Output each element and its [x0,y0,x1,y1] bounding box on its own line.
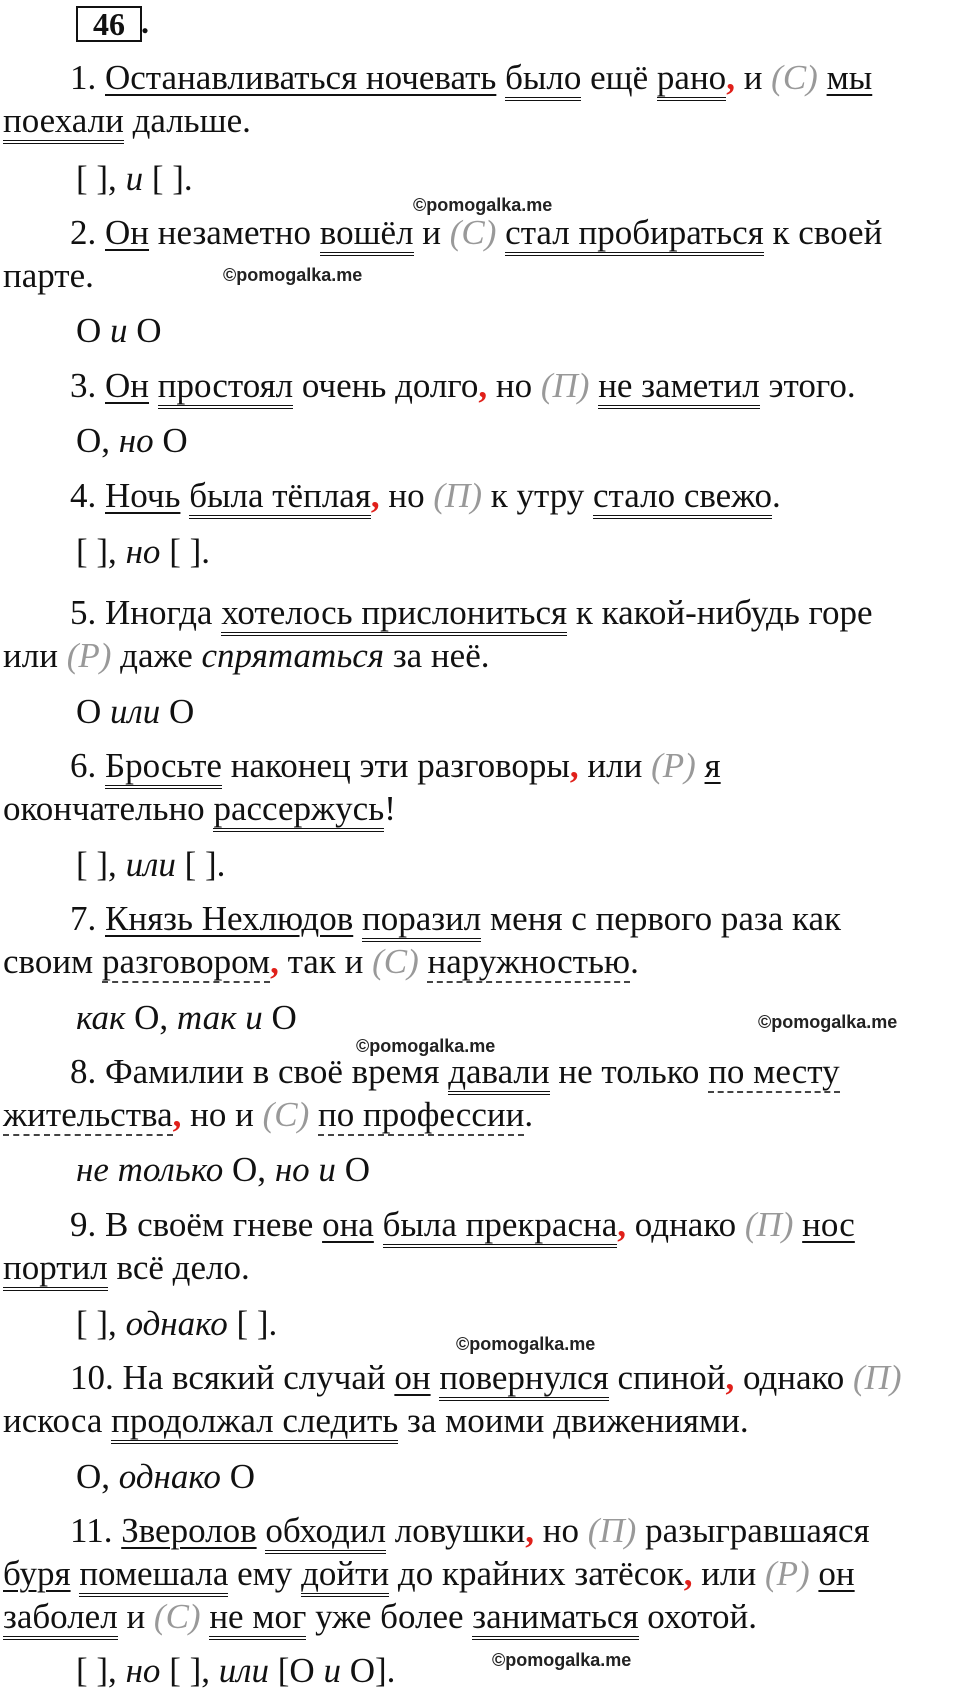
conjunction-type-label: (П) [433,476,482,515]
red-comma: , [569,746,579,785]
predicate: была прекрасна [383,1205,618,1248]
subject: Ночь [105,476,181,515]
conjunction: и [743,58,763,97]
scheme-part: О]. [349,1651,396,1690]
red-comma: , [725,1358,735,1397]
conjunction: но [495,366,533,405]
conjunction-type-label: (Р) [66,636,112,675]
predicate: хотелось прислониться [221,593,567,636]
scheme-part: О, [76,1457,111,1496]
conjunction-type-label: (П) [540,366,590,405]
sentence-6-line-2 [3,789,396,829]
sentence-5-line-2 [3,636,489,676]
word: своим [3,942,94,981]
word: . [524,1095,534,1134]
scheme-part: О [229,1457,255,1496]
subject: нос [802,1205,855,1244]
word: очень долго [301,366,479,405]
sentence-number: 4. [70,476,97,515]
scheme-conjunction: однако [118,1457,221,1496]
watermark: ©pomogalka.me [758,1012,898,1032]
conjunction: так и [287,942,364,981]
scheme-5 [76,692,194,732]
word: наконец эти разговоры [230,746,570,785]
conjunction-type-label: (С) [153,1597,201,1636]
scheme-6 [76,845,225,885]
predicate: была тёплая [189,476,371,519]
conjunction-type-label: (Р) [764,1554,810,1593]
sentence-8-line-1 [70,1052,840,1092]
conjunction: не только [558,1052,700,1091]
scheme-conjunction: однако [125,1304,228,1343]
sentence-number: 11. [70,1511,113,1550]
predicate: Бросьте [105,746,222,789]
predicate: поразил [362,899,481,942]
word: за моими движениями. [407,1401,749,1440]
sentence-2-line-1 [70,213,882,253]
subject: Зверолов [121,1511,257,1550]
conjunction-type-label: (П) [587,1511,637,1550]
scheme-conjunction: и [323,1651,341,1690]
predicate: продолжал следить [111,1401,398,1444]
word: 9. В своём гневе [70,1205,314,1244]
scheme-conjunction: или [218,1651,270,1690]
sentence-1-line-1 [70,58,872,98]
scheme-9 [76,1304,277,1344]
subject: он [818,1554,855,1593]
sentence-11-line-2 [3,1554,855,1594]
scheme-11 [76,1651,395,1691]
predicate: давали [448,1052,549,1095]
adverbial: разговором [101,942,271,981]
predicate: простоял [158,366,293,409]
conjunction-type-label: (П) [853,1358,902,1397]
scheme-7 [76,998,297,1038]
word: к утру [490,476,585,515]
predicate: заниматься [472,1597,638,1640]
sentence-4 [70,476,781,516]
word: дальше. [132,101,251,140]
red-comma: , [370,476,380,515]
word: 8. Фамилии в своё время [70,1052,440,1091]
conjunction: однако [742,1358,845,1397]
word: к какой-нибудь горе [575,593,873,632]
predicate: рано [657,58,726,101]
scheme-1 [76,159,193,199]
word: парте. [3,256,94,295]
scheme-conjunction: и [110,311,128,350]
red-comma: , [478,366,488,405]
scheme-part: [ ], [76,1651,117,1690]
scheme-part: [ ]. [184,845,226,884]
conjunction: и [422,213,442,252]
conjunction: но [388,476,425,515]
sentence-11-line-1 [70,1511,870,1551]
sentence-9-line-1 [70,1205,855,1245]
conjunction: или [3,636,58,675]
sentence-10-line-2 [3,1401,749,1441]
conjunction: или [701,1554,757,1593]
red-comma: , [617,1205,627,1244]
scheme-part: О [162,421,188,460]
subject: Князь Нехлюдов [105,899,354,938]
red-comma: , [683,1554,693,1593]
subject: Он [105,366,150,405]
conjunction: однако [634,1205,737,1244]
word: ловушки [394,1511,526,1550]
sentence-number: 7. [70,899,97,938]
word: . [772,476,781,515]
predicate: не мог [209,1597,306,1640]
subject: она [322,1205,374,1244]
predicate: поехали [3,101,124,144]
adverbial: по профессии [317,1095,525,1134]
scheme-3 [76,421,188,461]
word: охотой. [647,1597,757,1636]
scheme-10 [76,1457,255,1497]
red-comma: , [726,58,735,97]
word: окончательно [3,789,205,828]
sentence-2-line-2 [3,256,94,296]
scheme-part: О [271,998,297,1037]
predicate: помешала [79,1554,228,1597]
task-number-dot: . [141,4,149,40]
word: меня с первого раза как [490,899,842,938]
scheme-conjunction: но [118,421,154,460]
sentence-number: 6. [70,746,97,785]
scheme-8 [76,1150,370,1190]
scheme-conjunction: так и [176,998,263,1037]
subject: он [394,1358,431,1397]
scheme-part: О [76,692,102,731]
subject: мы [826,58,873,97]
scheme-conjunction: как [76,998,126,1037]
sentence-number: 3. [70,366,97,405]
scheme-part: [ ], [76,845,117,884]
predicate: рассержусь [213,789,384,832]
scheme-part: [ ]. [151,159,193,198]
word: ещё [590,58,649,97]
scheme-part: [ ]. [169,532,210,571]
conjunction-type-label: (П) [744,1205,794,1244]
conjunction: и [126,1597,146,1636]
scheme-part: О [76,311,102,350]
predicate: портил [3,1248,108,1291]
scheme-part: О [344,1150,370,1189]
sentence-8-line-2 [3,1095,533,1135]
adverbial: наружностью [427,942,631,981]
scheme-part: [ ], [76,1304,117,1343]
conjunction-type-label: (С) [771,58,818,97]
word: спиной [617,1358,726,1397]
scheme-conjunction: не только [76,1150,224,1189]
sentence-7-line-2 [3,942,639,982]
word: за неё. [392,636,490,675]
watermark: ©pomogalka.me [492,1650,632,1670]
conjunction-type-label: (С) [372,942,419,981]
watermark: ©pomogalka.me [456,1334,596,1354]
scheme-conjunction: но и [274,1150,336,1189]
word: . [630,942,639,981]
word: разыгравшаяся [645,1511,870,1550]
word: даже [120,636,193,675]
scheme-part: О, [232,1150,267,1189]
scheme-4 [76,532,210,572]
predicate: дойти [301,1554,389,1597]
word: ! [384,789,396,828]
word: до крайних затёсок [397,1554,684,1593]
sentence-number: 1. [70,58,97,97]
red-comma: , [270,942,279,981]
scheme-2 [76,311,162,351]
sentence-number: 2. [70,213,97,252]
red-comma: , [525,1511,534,1550]
word: всё дело. [116,1248,250,1287]
sentence-5-line-1 [70,593,873,633]
sentence-9-line-2 [3,1248,250,1288]
sentence-10-line-1 [70,1358,902,1398]
predicate: вошёл [320,213,414,256]
watermark: ©pomogalka.me [223,265,363,285]
scheme-part: [ ], [76,532,117,571]
scheme-part: [ ]. [236,1304,278,1343]
scheme-part: [ ], [76,159,117,198]
watermark: ©pomogalka.me [413,195,553,215]
sentence-7-line-1 [70,899,841,939]
subject: я [704,746,721,785]
predicate: повернулся [439,1358,608,1401]
subject: Он [105,213,150,252]
word: этого. [768,366,856,405]
scheme-conjunction: но [125,532,161,571]
task-number: 46 [93,6,125,42]
red-comma: , [172,1095,182,1134]
predicate: не заметил [598,366,760,409]
predicate: стало свежо [593,476,772,519]
scheme-part: О [169,692,195,731]
scheme-part: [ ], [169,1651,210,1690]
word: незаметно [157,213,312,252]
conjunction-type-label: (Р) [651,746,696,785]
scheme-part: О, [134,998,169,1037]
word: к своей [772,213,883,252]
word: спрятаться [201,636,385,675]
predicate: обходил [265,1511,386,1554]
scheme-part: [О [277,1651,315,1690]
conjunction: но [542,1511,579,1550]
watermark: ©pomogalka.me [356,1036,496,1056]
subject: Останавливаться ночевать [105,58,497,97]
task-number-box [76,6,142,42]
word: ему [237,1554,293,1593]
sentence-6-line-1 [70,746,721,786]
scheme-conjunction: но [125,1651,161,1690]
predicate: стал пробираться [505,213,764,256]
scheme-conjunction: и [125,159,144,198]
scheme-part: О [136,311,162,350]
adverbial: по месту [708,1052,840,1091]
sentence-11-line-3 [3,1597,757,1637]
subject: буря [3,1554,71,1593]
conjunction: или [587,746,643,785]
word: искоса [3,1401,103,1440]
conjunction-type-label: (С) [449,213,497,252]
sentence-1-line-2 [3,101,251,141]
word: 5. Иногда [70,593,213,632]
conjunction-type-label: (С) [262,1095,310,1134]
predicate: было [505,58,581,101]
scheme-conjunction: или [110,692,161,731]
sentence-3 [70,366,856,406]
conjunction: но и [190,1095,254,1134]
scheme-part: О, [76,421,111,460]
predicate: заболел [3,1597,118,1640]
word: 10. На всякий случай [70,1358,386,1397]
scheme-conjunction: или [125,845,176,884]
adverbial: жительства [3,1095,173,1134]
word: уже более [315,1597,464,1636]
